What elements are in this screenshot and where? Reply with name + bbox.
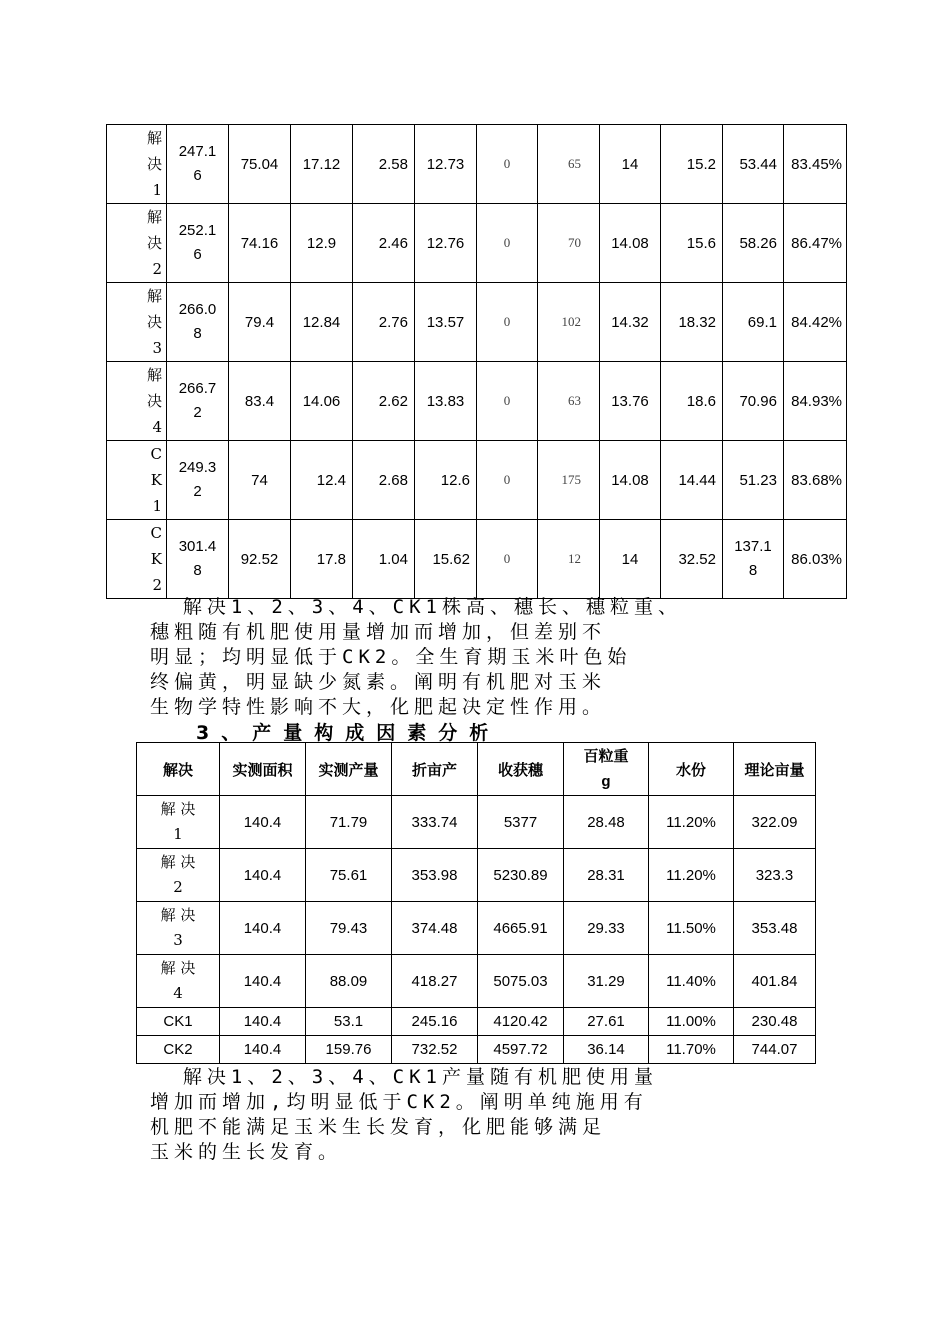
row-label: C K 1	[107, 441, 167, 520]
table-cell: 247.1 6	[167, 125, 229, 204]
table-cell: 28.48	[564, 796, 649, 849]
table-cell: 5377	[478, 796, 564, 849]
table-cell: 15.62	[415, 520, 477, 599]
table-cell: 744.07	[734, 1036, 816, 1064]
table-cell: 1.04	[353, 520, 415, 599]
row-label: 解 决 3	[107, 283, 167, 362]
table-cell: 0	[477, 204, 538, 283]
column-header: 收获穗	[478, 743, 564, 796]
row-label: CK2	[137, 1036, 220, 1064]
table-cell: 732.52	[392, 1036, 478, 1064]
table-cell: 12.6	[415, 441, 477, 520]
table-cell: 249.3 2	[167, 441, 229, 520]
table-cell: 230.48	[734, 1008, 816, 1036]
table-cell: 14.44	[661, 441, 723, 520]
table-cell: 84.93%	[784, 362, 847, 441]
row-label: 解 决 4	[137, 955, 220, 1008]
table-row	[107, 125, 847, 204]
table-cell: 102	[538, 283, 600, 362]
table-cell: 353.98	[392, 849, 478, 902]
table-row	[107, 520, 847, 599]
table-cell: 74.16	[229, 204, 291, 283]
table-cell: 86.47%	[784, 204, 847, 283]
table-cell: 140.4	[220, 849, 306, 902]
table-cell: 11.20%	[649, 849, 734, 902]
table-cell: 32.52	[661, 520, 723, 599]
table-cell: 84.42%	[784, 283, 847, 362]
table-cell: 14.06	[291, 362, 353, 441]
table-cell: 79.43	[306, 902, 392, 955]
table-cell: 140.4	[220, 902, 306, 955]
table-cell: 2.62	[353, 362, 415, 441]
table-cell: 159.76	[306, 1036, 392, 1064]
table-cell: 11.00%	[649, 1008, 734, 1036]
table-cell: 14	[600, 125, 661, 204]
table-cell: 71.79	[306, 796, 392, 849]
table-cell: 0	[477, 362, 538, 441]
table-cell: 12.84	[291, 283, 353, 362]
table-cell: 31.29	[564, 955, 649, 1008]
table-cell: 51.23	[723, 441, 784, 520]
table-cell: 140.4	[220, 955, 306, 1008]
table-cell: 252.1 6	[167, 204, 229, 283]
table-cell: 75.61	[306, 849, 392, 902]
table-row	[107, 441, 847, 520]
table-cell: 28.31	[564, 849, 649, 902]
table-cell: 4665.91	[478, 902, 564, 955]
table-cell: 69.1	[723, 283, 784, 362]
row-label: CK1	[137, 1008, 220, 1036]
table-cell: 4597.72	[478, 1036, 564, 1064]
table-cell: 65	[538, 125, 600, 204]
table-cell: 266.0 8	[167, 283, 229, 362]
table-cell: 15.2	[661, 125, 723, 204]
row-label: C K 2	[107, 520, 167, 599]
table-cell: 11.70%	[649, 1036, 734, 1064]
table-cell: 53.44	[723, 125, 784, 204]
table-cell: 14	[600, 520, 661, 599]
table-cell: 2.46	[353, 204, 415, 283]
table-row	[107, 204, 847, 283]
table-cell: 374.48	[392, 902, 478, 955]
table-row	[137, 1036, 816, 1064]
table-cell: 401.84	[734, 955, 816, 1008]
table-cell: 175	[538, 441, 600, 520]
table-cell: 13.57	[415, 283, 477, 362]
table-cell: 27.61	[564, 1008, 649, 1036]
table-cell: 2.58	[353, 125, 415, 204]
table-cell: 14.32	[600, 283, 661, 362]
table-cell: 5075.03	[478, 955, 564, 1008]
column-header: 折亩产	[392, 743, 478, 796]
table-cell: 53.1	[306, 1008, 392, 1036]
column-header: 水份	[649, 743, 734, 796]
row-label: 解 决 1	[137, 796, 220, 849]
paragraph-plant-traits: 解决1、2、3、4、CK1株高、穗长、穗粒重、 穗粗随有机肥使用量增加而增加，但差别不 明显；均明显低于CK2。全生育期玉米叶色始 终偏黄，明显缺少氮素。阐明有机肥对玉米 生物学特性影响不大，化肥起决定性作用。	[150, 596, 682, 718]
table-cell: 12.76	[415, 204, 477, 283]
table-row	[137, 849, 816, 902]
column-header: 理论亩量	[734, 743, 816, 796]
table-cell: 322.09	[734, 796, 816, 849]
table-cell: 12	[538, 520, 600, 599]
table-cell: 4120.42	[478, 1008, 564, 1036]
paragraph-yield: 解决1、2、3、4、CK1产量随有机肥使用量 增加而增加,均明显低于CK2。阐明单纯施用有 机肥不能满足玉米生长发育，化肥能够满足 玉米的生长发育。	[150, 1066, 658, 1163]
yield-table	[136, 742, 816, 1064]
row-label: 解 决 1	[107, 125, 167, 204]
table-cell: 13.83	[415, 362, 477, 441]
column-header: 百粒重 g	[564, 743, 649, 796]
table-cell: 79.4	[229, 283, 291, 362]
table-cell: 83.68%	[784, 441, 847, 520]
table-cell: 11.20%	[649, 796, 734, 849]
table-cell: 12.73	[415, 125, 477, 204]
table-cell: 137.1 8	[723, 520, 784, 599]
table-cell: 18.6	[661, 362, 723, 441]
table-row	[107, 362, 847, 441]
table-cell: 140.4	[220, 1036, 306, 1064]
row-label: 解 决 2	[137, 849, 220, 902]
table-cell: 245.16	[392, 1008, 478, 1036]
table-cell: 17.8	[291, 520, 353, 599]
table-cell: 15.6	[661, 204, 723, 283]
section-heading: 3、产量构成因素分析	[196, 722, 501, 744]
table-cell: 0	[477, 441, 538, 520]
table-cell: 0	[477, 283, 538, 362]
table-cell: 266.7 2	[167, 362, 229, 441]
table-cell: 11.40%	[649, 955, 734, 1008]
column-header: 实测面积	[220, 743, 306, 796]
table-cell: 11.50%	[649, 902, 734, 955]
table-cell: 14.08	[600, 204, 661, 283]
table-cell: 18.32	[661, 283, 723, 362]
table-cell: 70	[538, 204, 600, 283]
table-cell: 83.45%	[784, 125, 847, 204]
table-cell: 74	[229, 441, 291, 520]
table-row	[137, 1008, 816, 1036]
table-row	[107, 283, 847, 362]
table-cell: 5230.89	[478, 849, 564, 902]
table-cell: 301.4 8	[167, 520, 229, 599]
table-cell: 353.48	[734, 902, 816, 955]
table-header-row	[137, 743, 816, 796]
column-header: 实测产量	[306, 743, 392, 796]
table-cell: 2.68	[353, 441, 415, 520]
table-row	[137, 796, 816, 849]
table-cell: 140.4	[220, 796, 306, 849]
table-cell: 14.08	[600, 441, 661, 520]
table-row	[137, 955, 816, 1008]
table-cell: 0	[477, 520, 538, 599]
column-header: 解决	[137, 743, 220, 796]
table-cell: 140.4	[220, 1008, 306, 1036]
table-cell: 323.3	[734, 849, 816, 902]
table-cell: 17.12	[291, 125, 353, 204]
table-cell: 0	[477, 125, 538, 204]
table-cell: 29.33	[564, 902, 649, 955]
table-cell: 2.76	[353, 283, 415, 362]
table-cell: 86.03%	[784, 520, 847, 599]
table-cell: 13.76	[600, 362, 661, 441]
row-label: 解 决 4	[107, 362, 167, 441]
row-label: 解 决 2	[107, 204, 167, 283]
table-cell: 88.09	[306, 955, 392, 1008]
table-cell: 12.9	[291, 204, 353, 283]
table-cell: 63	[538, 362, 600, 441]
table-cell: 70.96	[723, 362, 784, 441]
plant-traits-table	[106, 124, 847, 599]
row-label: 解 决 3	[137, 902, 220, 955]
table-cell: 58.26	[723, 204, 784, 283]
table-cell: 75.04	[229, 125, 291, 204]
table-cell: 12.4	[291, 441, 353, 520]
table-cell: 333.74	[392, 796, 478, 849]
table-cell: 92.52	[229, 520, 291, 599]
table-cell: 36.14	[564, 1036, 649, 1064]
table-cell: 83.4	[229, 362, 291, 441]
table-cell: 418.27	[392, 955, 478, 1008]
table-row	[137, 902, 816, 955]
